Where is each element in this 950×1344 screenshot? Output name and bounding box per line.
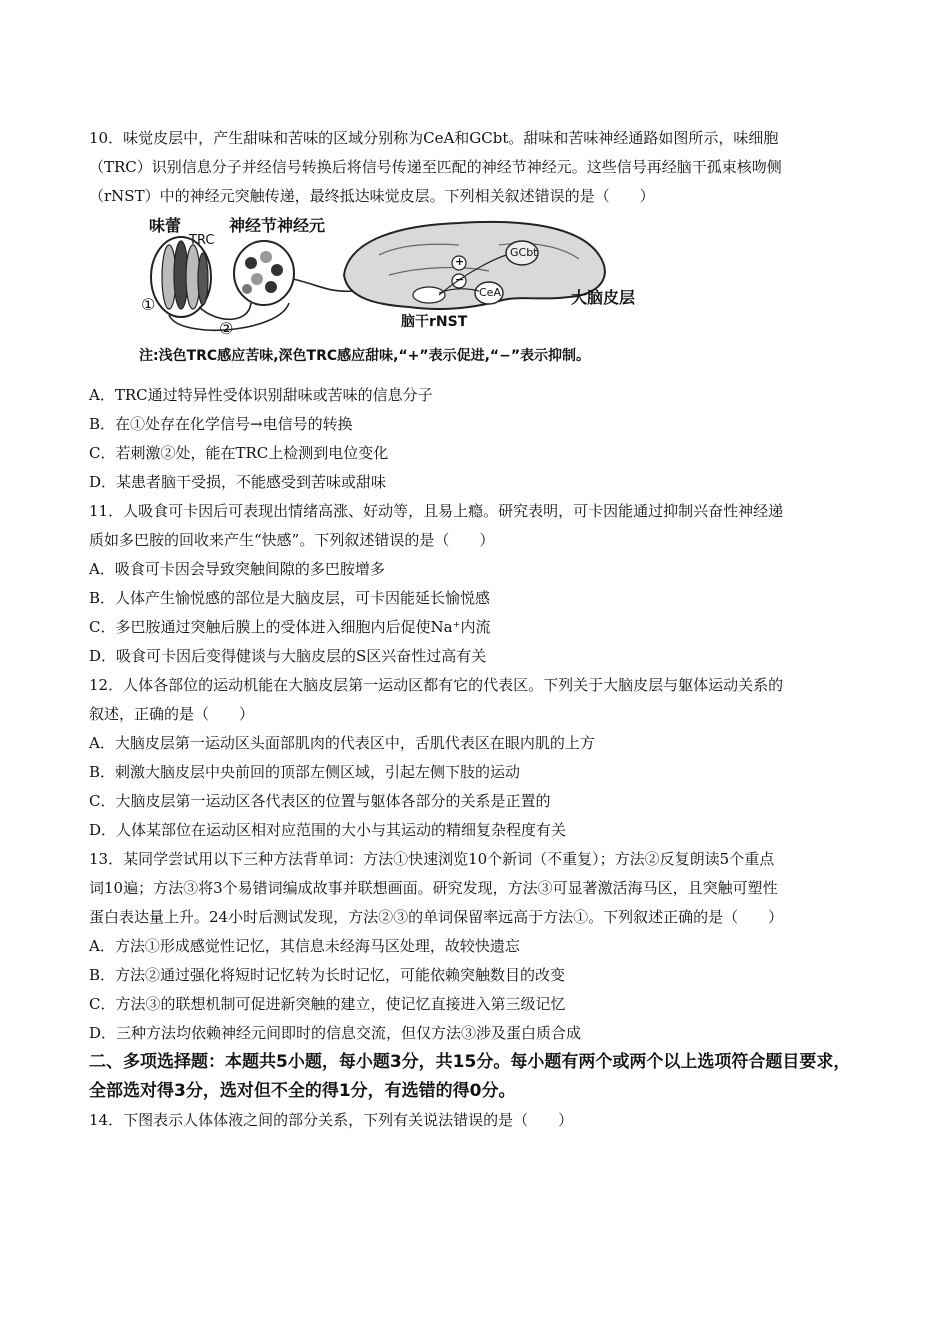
rnst-label: 脑干rNST xyxy=(401,314,468,330)
question-10-option-c: C．若刺激②处，能在TRC上检测到电位变化 xyxy=(89,444,389,462)
question-13-option-b: B．方法②通过强化将短时记忆转为长时记忆，可能依赖突触数目的改变 xyxy=(89,966,566,984)
brain-drawing xyxy=(344,222,605,309)
figure-note: 注:浅色TRC感应苦味,深色TRC感应甜味,“+”表示促进,“−”表示抑制。 xyxy=(139,348,591,364)
question-11-stem-line-2: 质如多巴胺的回收来产生“快感”。下列叙述错误的是（ ） xyxy=(89,531,495,549)
question-13 xyxy=(89,845,865,1048)
question-13-stem-line-1: 13．某同学尝试用以下三种方法背单词：方法①快速浏览10个新词（不重复）；方法②反复朗读5个重点 xyxy=(89,850,775,868)
question-10-option-d: D．某患者脑干受损，不能感受到苦味或甜味 xyxy=(89,473,387,491)
question-12 xyxy=(89,671,865,845)
question-10-stem-line-2: （TRC）识别信息分子并经信号转换后将信号传递至匹配的神经节神经元。这些信号再经脑干孤束核吻侧 xyxy=(89,158,782,176)
question-13-option-d: D．三种方法均依赖神经元间即时的信息交流，但仅方法③涉及蛋白质合成 xyxy=(89,1024,582,1042)
question-10-option-b: B．在①处存在化学信号→电信号的转换 xyxy=(89,415,353,433)
question-10-stem-line-1: 10．味觉皮层中，产生甜味和苦味的区域分别称为CeA和GCbt。甜味和苦味神经通路如图所示，味细胞 xyxy=(89,129,779,147)
question-13-option-a: A．方法①形成感觉性记忆，其信息未经海马区处理，故较快遗忘 xyxy=(89,937,520,955)
question-11-option-c: C．多巴胺通过突触后膜上的受体进入细胞内后促使Na⁺内流 xyxy=(89,618,491,636)
question-12-stem-line-1: 12．人体各部位的运动机能在大脑皮层第一运动区都有它的代表区。下列关于大脑皮层与躯体运动关系的 xyxy=(89,676,784,694)
taste-pathway-figure xyxy=(139,215,679,375)
cortex-label: 大脑皮层 xyxy=(571,288,636,307)
gcbt-label: GCbt xyxy=(510,246,538,259)
promote-sign: + xyxy=(455,255,465,268)
question-10 xyxy=(89,124,865,497)
question-12-option-b: B．刺激大脑皮层中央前回的顶部左侧区域，引起左侧下肢的运动 xyxy=(89,763,521,781)
question-12-option-d: D．人体某部位在运动区相对应范围的大小与其运动的精细复杂程度有关 xyxy=(89,821,567,839)
question-11 xyxy=(89,497,865,671)
question-13-stem-line-3: 蛋白表达量上升。24小时后测试发现，方法②③的单词保留率远高于方法①。下列叙述正确的是（ ） xyxy=(89,908,784,926)
ganglion-label: 神经节神经元 xyxy=(229,216,326,235)
question-11-option-a: A．吸食可卡因会导致突触间隙的多巴胺增多 xyxy=(89,560,385,578)
question-10-stem-line-3: （rNST）中的神经元突触传递，最终抵达味觉皮层。下列相关叙述错误的是（ ） xyxy=(89,187,655,205)
question-10-option-a: A．TRC通过特异性受体识别甜味或苦味的信息分子 xyxy=(89,386,433,404)
question-11-option-b: B．人体产生愉悦感的部位是大脑皮层，可卡因能延长愉悦感 xyxy=(89,589,491,607)
inhibit-sign: − xyxy=(455,273,465,286)
question-14-stem: 14．下图表示人体体液之间的部分关系，下列有关说法错误的是（ ） xyxy=(89,1111,574,1129)
cea-label: CeA xyxy=(479,286,501,299)
question-13-stem-line-2: 词10遍；方法③将3个易错词编成故事并联想画面。研究发现，方法③可显著激活海马区，且突触可塑性 xyxy=(89,879,778,897)
question-11-option-d: D．吸食可卡因后变得健谈与大脑皮层的S区兴奋性过高有关 xyxy=(89,647,487,665)
site-2-label: ② xyxy=(219,319,234,338)
exam-page xyxy=(89,124,865,1135)
question-13-option-c: C．方法③的联想机制可促进新突触的建立，使记忆直接进入第三级记忆 xyxy=(89,995,566,1013)
question-12-option-a: A．大脑皮层第一运动区头面部肌肉的代表区中，舌肌代表区在眼内肌的上方 xyxy=(89,734,595,752)
site-1-label: ① xyxy=(141,295,156,314)
section-2-heading: 二、多项选择题：本题共5小题，每小题3分，共15分。每小题有两个或两个以上选项符合题目要求，全部选对得3分，选对但不全的得1分，有选错的得0分。 xyxy=(89,1052,851,1101)
question-11-stem-line-1: 11．人吸食可卡因后可表现出情绪高涨、好动等，且易上瘾。研究表明，可卡因能通过抑制兴奋性神经递 xyxy=(89,502,784,520)
taste-bud-drawing xyxy=(151,237,211,317)
ganglion-neuron-drawing xyxy=(234,241,294,305)
question-12-option-c: C．大脑皮层第一运动区各代表区的位置与躯体各部分的关系是正置的 xyxy=(89,792,551,810)
question-12-stem-line-2: 叙述，正确的是（ ） xyxy=(89,705,255,723)
taste-bud-label: 味蕾 xyxy=(149,216,182,235)
trc-label: TRC xyxy=(189,233,215,248)
